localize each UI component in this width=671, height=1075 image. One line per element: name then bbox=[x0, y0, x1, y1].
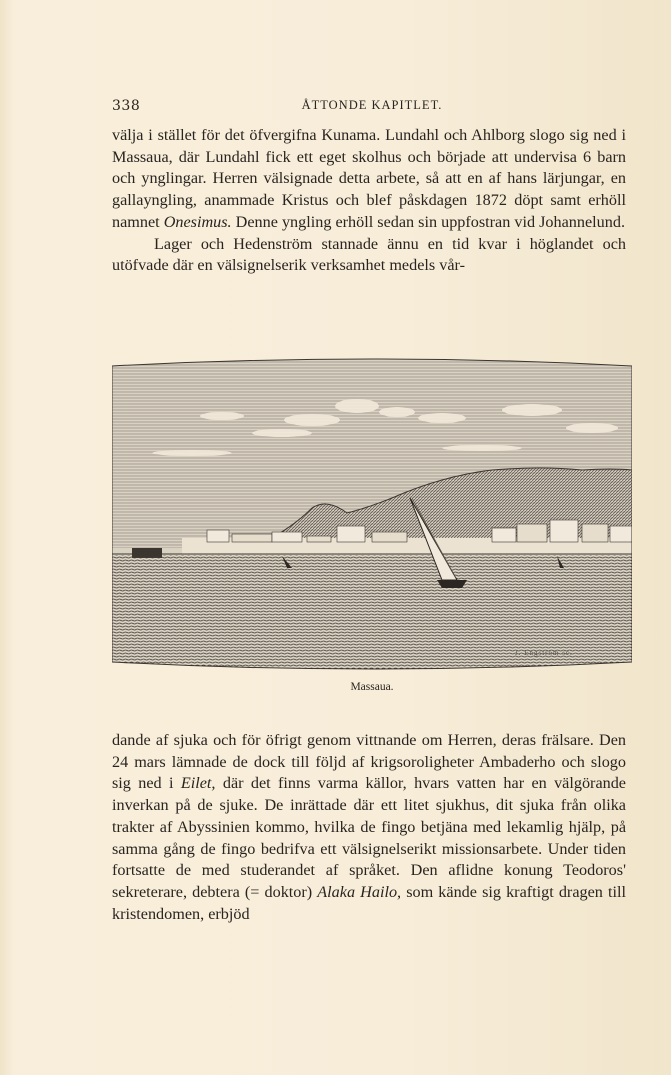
figure-caption: Massaua. bbox=[350, 681, 394, 693]
italic-name: Alaka Hailo, bbox=[317, 882, 402, 901]
paragraph bbox=[112, 234, 626, 277]
text-run: där det finns varma källor, hvars vatten har en välgörande inverkan på de sjuke. De inrättade där ett litet sjukhus, dit sjuka från olika trakter af Abyssinien kommo, hvilka de fingo betjäna med lekamlig hjälp, på samma gång de fingo bedrifva ett välsignelserikt missionsarbete. Under tiden fortsatte de med studerandet af språket. Den aflidne konung Teodoros' sekreterare, debtera (= doktor) bbox=[112, 774, 626, 901]
text-run: Lager och Hedenström stannade ännu en tid kvar i höglandet och utöfvade där en välsignelserik verksamhet medels vår- bbox=[112, 234, 626, 275]
engraving-massaua bbox=[112, 358, 632, 670]
text-block-bottom bbox=[112, 730, 626, 925]
text-run: dande af sjuka och för öfrigt genom vittnande om Herren, deras frälsare. Den 24 mars lämnade de dock till följd af krigsoroligheter Ambaderho och slogo sig ned i bbox=[112, 731, 626, 793]
text-run: välja i stället för det öfvergifna Kunama. Lundahl och Ahlborg slogo sig ned i Massaua, där Lundahl fick ett eget skolhus och började att undervisa 6 barn och ynglingar. Herren välsignade detta arbete, så att en af hans lärjungar, en gallayngling, anammade Kristus och blef påskdagen 1872 döpt samt erhöll namnet bbox=[112, 126, 626, 231]
page-number: 338 bbox=[112, 98, 141, 114]
text-block-top bbox=[112, 125, 626, 277]
engraver-signature: J. Engström sc. bbox=[515, 649, 573, 657]
running-title: ÅTTONDE KAPITLET. bbox=[301, 98, 443, 112]
italic-place: Eilet, bbox=[180, 774, 216, 793]
paragraph bbox=[112, 125, 626, 234]
text-run: Denne yngling erhöll sedan sin uppfostran vid Johannelund. bbox=[231, 212, 625, 231]
paragraph bbox=[112, 730, 626, 925]
page-header bbox=[112, 98, 632, 118]
text-run: som kände sig kraftigt dragen till kristendomen, erbjöd bbox=[112, 882, 626, 923]
italic-name: Onesimus. bbox=[163, 212, 232, 231]
